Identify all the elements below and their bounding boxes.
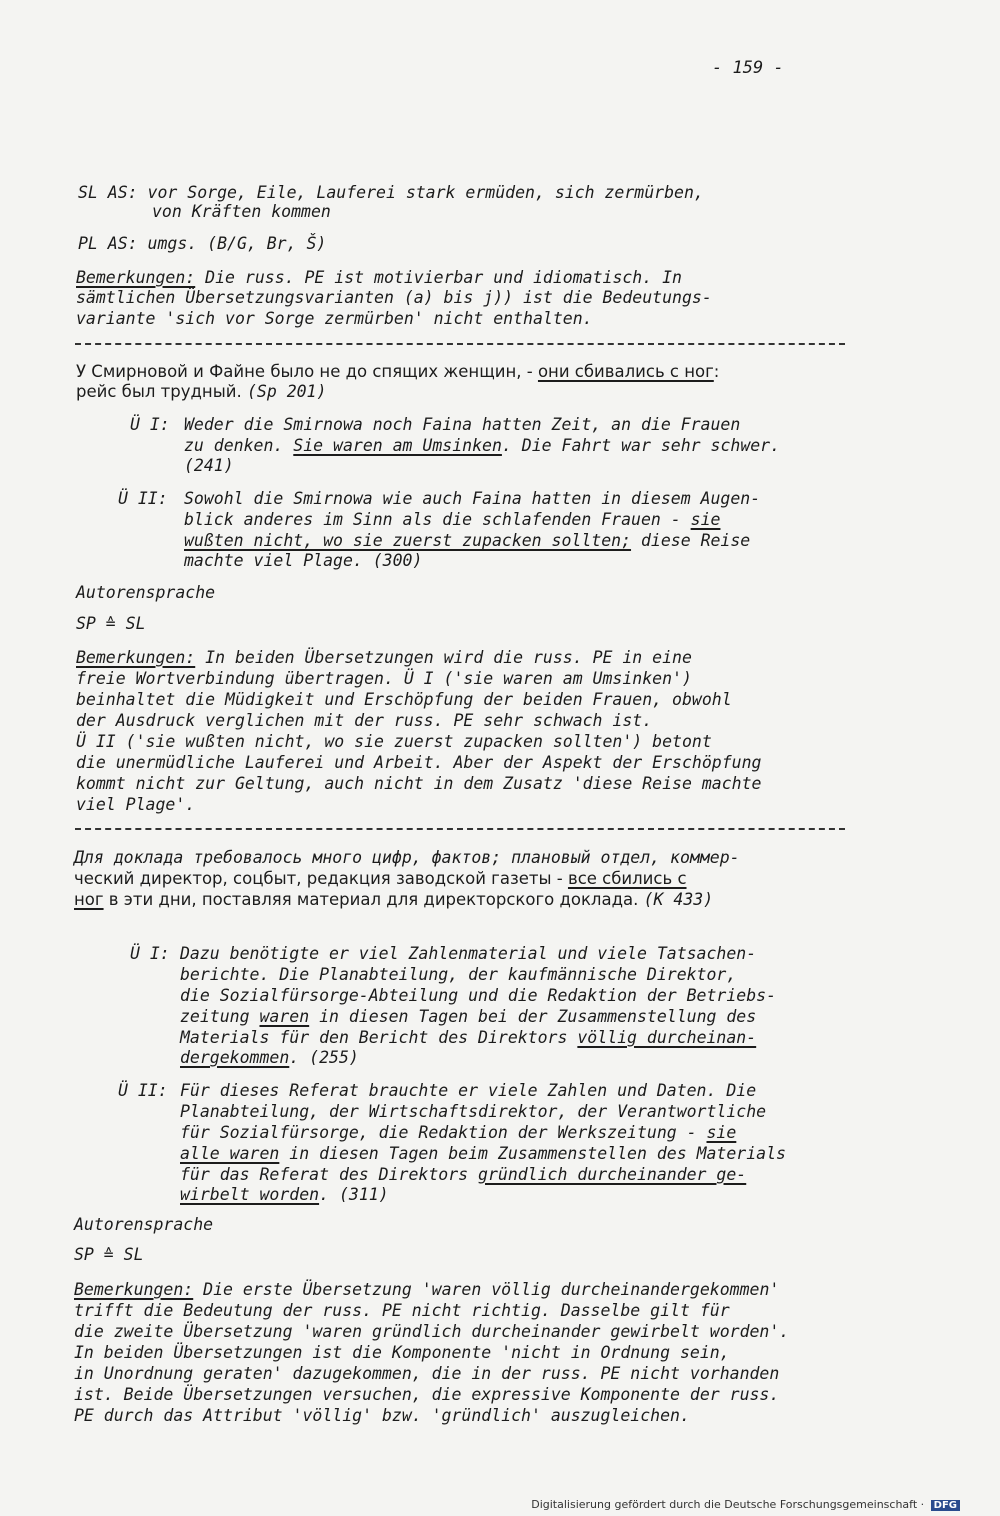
text-line: Bemerkungen: In beiden Übersetzungen wird die russ. PE in eine bbox=[76, 648, 692, 667]
text-line: SP ≙ SL bbox=[74, 1245, 144, 1264]
text-line: ног в эти дни, поставляя материал для директорского доклада. (K 433) bbox=[74, 890, 714, 909]
text-line: SP ≙ SL bbox=[76, 614, 146, 633]
text-line: Ü II ('sie wußten nicht, wo sie zuerst zupacken sollten') betont bbox=[76, 732, 712, 751]
divider bbox=[75, 828, 845, 830]
text-line: variante 'sich vor Sorge zermürben' nicht enthalten. bbox=[76, 309, 593, 328]
translation-label: Ü I: bbox=[130, 415, 170, 434]
text-line: Bemerkungen: Die erste Übersetzung 'waren völlig durcheinandergekommen' bbox=[74, 1280, 780, 1299]
text-line: kommt nicht zur Geltung, auch nicht in dem Zusatz 'diese Reise machte bbox=[76, 774, 762, 793]
text-line: Sowohl die Smirnowa wie auch Faina hatten in diesem Augen- bbox=[184, 489, 761, 508]
text-line: für Sozialfürsorge, die Redaktion der Werkszeitung - sie bbox=[180, 1123, 737, 1142]
text-line: blick anderes im Sinn als die schlafenden Frauen - sie bbox=[184, 510, 721, 529]
text-line: berichte. Die Planabteilung, der kaufmännische Direktor, bbox=[180, 965, 737, 984]
text-line: In beiden Übersetzungen ist die Komponente 'nicht in Ordnung sein, bbox=[74, 1343, 730, 1362]
translation-label: Ü II: bbox=[118, 1081, 168, 1100]
text-line: für das Referat des Direktors gründlich durcheinander ge- bbox=[180, 1165, 747, 1184]
text-line: die unermüdliche Lauferei und Arbeit. Aber der Aspekt der Erschöpfung bbox=[76, 753, 762, 772]
text-line: die zweite Übersetzung 'waren gründlich durcheinander gewirbelt worden'. bbox=[74, 1322, 790, 1341]
text-line: wußten nicht, wo sie zuerst zupacken sollten; diese Reise bbox=[184, 531, 751, 550]
text-line: Weder die Smirnowa noch Faina hatten Zeit, an die Frauen bbox=[184, 415, 741, 434]
text-line: Bemerkungen: Die russ. PE ist motivierbar und idiomatisch. In bbox=[76, 268, 682, 287]
text-line: Materials für den Bericht des Direktors völlig durcheinan- bbox=[180, 1028, 757, 1047]
text-line: von Kräften kommen bbox=[152, 202, 331, 221]
footer-credit: Digitalisierung gefördert durch die Deutsche Forschungsgemeinschaft · DFG bbox=[531, 1498, 960, 1511]
text-line: Для доклада требовалось много цифр, фактов; плановый отдел, коммер- bbox=[74, 848, 740, 867]
text-line: PL AS: umgs. (B/G, Br, Š) bbox=[78, 234, 327, 253]
text-line: der Ausdruck verglichen mit der russ. PE sehr schwach ist. bbox=[76, 711, 653, 730]
text-line: trifft die Bedeutung der russ. PE nicht richtig. Dasselbe gilt für bbox=[74, 1301, 730, 1320]
text-line: Dazu benötigte er viel Zahlenmaterial und viele Tatsachen- bbox=[180, 944, 757, 963]
divider bbox=[75, 343, 845, 345]
section-heading: Autorensprache bbox=[74, 1215, 214, 1234]
text-line: zu denken. Sie waren am Umsinken. Die Fahrt war sehr schwer. bbox=[184, 436, 781, 455]
text-line: freie Wortverbindung übertragen. Ü I ('sie waren am Umsinken') bbox=[76, 669, 692, 688]
translation-label: Ü I: bbox=[130, 944, 170, 963]
remarks-label: Bemerkungen: bbox=[74, 1280, 194, 1299]
text-line: sämtlichen Übersetzungsvarianten (a) bis j)) ist die Bedeutungs- bbox=[76, 288, 712, 307]
text-line: wirbelt worden. (311) bbox=[180, 1185, 389, 1204]
text-line: PE durch das Attribut 'völlig' bzw. 'gründlich' auszugleichen. bbox=[74, 1406, 690, 1425]
text-line: SL AS: vor Sorge, Eile, Lauferei stark ermüden, sich zermürben, bbox=[78, 183, 704, 202]
text-line: У Смирновой и Файне было не до спящих женщин, - они сбивались с ног: bbox=[76, 362, 720, 381]
text-line: beinhaltet die Müdigkeit und Erschöpfung der beiden Frauen, obwohl bbox=[76, 690, 732, 709]
text-line: рейс был трудный. (Sp 201) bbox=[76, 382, 327, 401]
text-line: alle waren in diesen Tagen beim Zusammenstellen des Materials bbox=[180, 1144, 786, 1163]
text-line: ческий директор, соцбыт, редакция заводской газеты - все сбились с bbox=[74, 869, 687, 888]
text-line: Für dieses Referat brauchte er viele Zahlen und Daten. Die bbox=[180, 1081, 757, 1100]
translation-label: Ü II: bbox=[118, 489, 168, 508]
text-line: dergekommen. (255) bbox=[180, 1048, 359, 1067]
text-line: Planabteilung, der Wirtschaftsdirektor, der Verantwortliche bbox=[180, 1102, 767, 1121]
remarks-label: Bemerkungen: bbox=[76, 268, 196, 287]
text-line: ist. Beide Übersetzungen versuchen, die expressive Komponente der russ. bbox=[74, 1385, 780, 1404]
text-line: (241) bbox=[184, 456, 234, 475]
page-number: - 159 - bbox=[712, 58, 784, 78]
text-line: die Sozialfürsorge-Abteilung und die Redaktion der Betriebs- bbox=[180, 986, 777, 1005]
section-heading: Autorensprache bbox=[76, 583, 216, 602]
text-line: in Unordnung geraten' dazugekommen, die in der russ. PE nicht vorhanden bbox=[74, 1364, 780, 1383]
text-line: zeitung waren in diesen Tagen bei der Zusammenstellung des bbox=[180, 1007, 757, 1026]
text-line: machte viel Plage. (300) bbox=[184, 551, 423, 570]
remarks-label: Bemerkungen: bbox=[76, 648, 196, 667]
dfg-logo: DFG bbox=[931, 1500, 960, 1511]
text-line: viel Plage'. bbox=[76, 795, 196, 814]
